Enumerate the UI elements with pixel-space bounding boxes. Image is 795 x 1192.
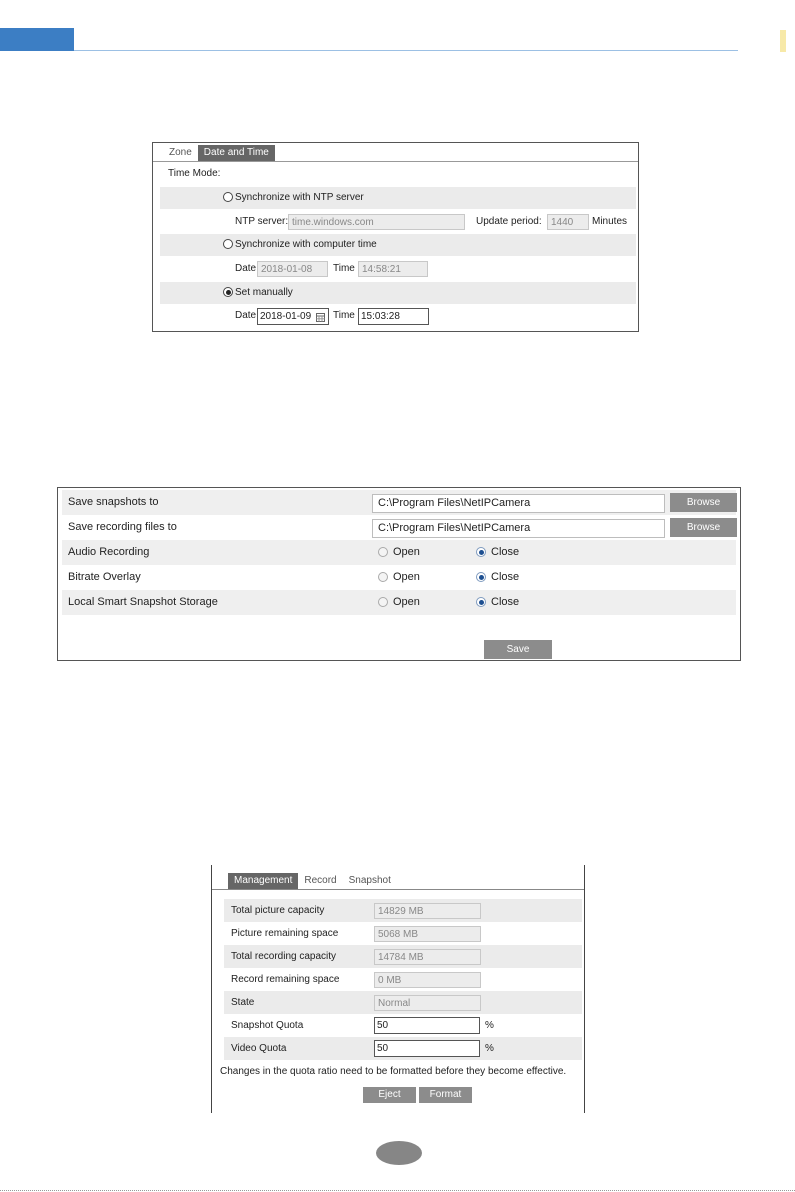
video-quota-label: Video Quota [231,1043,287,1054]
computer-time-label: Synchronize with computer time [235,239,377,250]
eject-button[interactable]: Eject [363,1087,416,1103]
tab-divider [153,161,638,162]
date-time-panel [152,142,639,332]
ntp-option[interactable] [223,187,364,209]
smart-snapshot-row [62,590,736,615]
tab-bar [163,145,275,161]
tab-zone[interactable]: Zone [169,147,192,158]
snapshot-quota-unit: % [485,1020,494,1031]
recording-path-label: Save recording files to [68,521,177,533]
recording-path-input[interactable]: C:\Program Files\NetIPCamera [372,519,665,538]
picture-remaining-label: Picture remaining space [231,928,339,939]
ntp-server-input[interactable]: time.windows.com [288,214,465,230]
bitrate-close-radio[interactable] [476,572,486,582]
picture-remaining-value: 5068 MB [374,926,481,942]
bitrate-overlay-label: Bitrate Overlay [68,571,141,583]
audio-close-radio[interactable] [476,547,486,557]
audio-recording-label: Audio Recording [68,546,150,558]
time-mode-label: Time Mode: [168,168,221,179]
record-remaining-value: 0 MB [374,972,481,988]
ntp-server-row [160,211,636,233]
audio-open-label: Open [393,546,420,558]
tab-management[interactable]: Management [228,873,298,889]
storage-tab-divider [212,889,584,890]
snapshot-path-row [62,490,736,515]
ntp-option-row [160,187,636,209]
bitrate-close-label: Close [491,571,520,583]
quota-note: Changes in the quota ratio need to be formatted before they become effective. [220,1066,567,1077]
manual-time-label: Time [333,310,355,321]
audio-close-label: Close [491,546,520,558]
storage-tab-bar [228,873,397,889]
computer-datetime-row [160,258,636,280]
computer-date-label: Date [235,263,257,274]
record-remaining-row [224,968,582,991]
smart-close-radio[interactable] [476,597,486,607]
snapshot-path-input[interactable]: C:\Program Files\NetIPCamera [372,494,665,513]
bitrate-open-radio[interactable] [378,572,388,582]
header-rule [74,50,738,51]
state-row [224,991,582,1014]
audio-close-option[interactable] [476,540,519,565]
update-period-unit: Minutes [592,216,628,227]
state-value: Normal [374,995,481,1011]
manual-date-input[interactable] [257,308,329,325]
audio-recording-row [62,540,736,565]
state-label: State [231,997,255,1008]
snapshot-quota-input[interactable]: 50 [374,1017,480,1034]
manual-radio[interactable] [223,287,233,297]
format-button[interactable]: Format [419,1087,472,1103]
total-recording-value: 14784 MB [374,949,481,965]
manual-option-row [160,282,636,304]
video-quota-input[interactable]: 50 [374,1040,480,1057]
smart-close-label: Close [491,596,520,608]
bitrate-overlay-row [62,565,736,590]
computer-time-input: 14:58:21 [358,261,428,277]
manual-date-value: 2018-01-09 [260,311,312,322]
recording-path-row [62,515,736,540]
header-side-mark [780,30,786,52]
tab-date-and-time[interactable]: Date and Time [198,145,275,161]
snapshot-quota-label: Snapshot Quota [231,1020,304,1031]
ntp-server-label: NTP server: [235,216,289,227]
smart-close-option[interactable] [476,590,519,615]
computer-time-radio[interactable] [223,239,233,249]
header-color-block [0,28,74,51]
video-quota-unit: % [485,1043,494,1054]
update-period-input[interactable]: 1440 [547,214,589,230]
tab-snapshot[interactable]: Snapshot [348,875,391,886]
manual-datetime-row [160,305,636,327]
audio-open-radio[interactable] [378,547,388,557]
computer-date-input: 2018-01-08 [257,261,328,277]
computer-time-label-text: Time [333,263,355,274]
snapshot-browse-button[interactable]: Browse [670,493,737,512]
save-button[interactable]: Save [484,640,552,659]
computer-time-option[interactable] [223,234,377,256]
ntp-option-label: Synchronize with NTP server [235,192,364,203]
total-recording-label: Total recording capacity [231,951,337,962]
bitrate-open-option[interactable] [378,565,420,590]
smart-open-option[interactable] [378,590,420,615]
computer-time-row [160,234,636,256]
storage-panel [211,865,585,1113]
video-quota-row [224,1037,582,1060]
total-picture-value: 14829 MB [374,903,481,919]
bitrate-close-option[interactable] [476,565,519,590]
total-picture-row [224,899,582,922]
manual-time-input[interactable]: 15:03:28 [358,308,429,325]
manual-option[interactable] [223,282,293,304]
recording-browse-button[interactable]: Browse [670,518,737,537]
calendar-icon[interactable] [316,313,325,322]
smart-snapshot-label: Local Smart Snapshot Storage [68,596,218,608]
total-picture-label: Total picture capacity [231,905,325,916]
snapshot-path-label: Save snapshots to [68,496,159,508]
picture-remaining-row [224,922,582,945]
time-mode-row [160,163,636,185]
record-remaining-label: Record remaining space [231,974,340,985]
tab-record[interactable]: Record [304,875,337,886]
smart-open-radio[interactable] [378,597,388,607]
total-recording-row [224,945,582,968]
snapshot-quota-row [224,1014,582,1037]
ntp-radio[interactable] [223,192,233,202]
page-number-badge [376,1141,422,1165]
bitrate-open-label: Open [393,571,420,583]
manual-option-label: Set manually [235,287,293,298]
smart-open-label: Open [393,596,420,608]
local-config-panel [57,487,741,661]
manual-date-label: Date [235,310,257,321]
audio-open-option[interactable] [378,540,420,565]
update-period-label: Update period: [476,216,542,227]
